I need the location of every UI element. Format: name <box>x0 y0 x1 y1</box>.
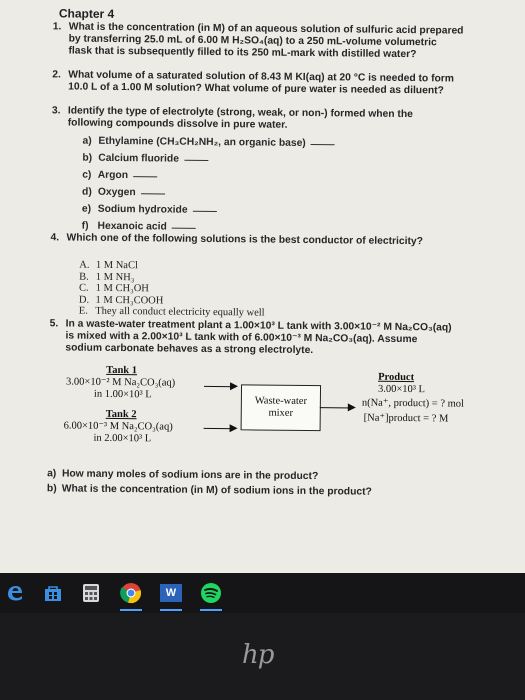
mixing-diagram <box>17 363 516 456</box>
option-text: 1 M NH₃ <box>95 271 135 283</box>
product-moles: n(Na⁺, product) = ? mol <box>361 397 465 410</box>
answer-options <box>19 259 518 322</box>
spotify-icon[interactable] <box>200 582 222 604</box>
item-letter: d) <box>81 186 92 198</box>
option-letter: B. <box>79 271 89 283</box>
tank1-title: Tank 1 <box>106 364 138 376</box>
active-indicator <box>120 609 142 611</box>
item-text: Argon <box>97 169 129 182</box>
option-text: 1 M CH₃COOH <box>95 294 164 306</box>
question-text-line: 10.0 L of a 1.00 M solution? What volume of pure water is needed as diluent? <box>68 81 444 97</box>
option-text: They all conduct electricity equally well <box>95 305 265 319</box>
item-text: Hexanoic acid <box>97 220 167 233</box>
question-number: 2. <box>52 69 61 81</box>
item-letter: e) <box>81 203 92 215</box>
question-text-line: flask that is subsequently filled to its 250 mL-mark with distilled water? <box>68 45 417 61</box>
tank2-title: Tank 2 <box>105 408 137 420</box>
item-text: Oxygen <box>97 186 136 199</box>
question-text-line: Which one of the following solutions is the best conductor of electricity? <box>66 232 424 248</box>
word-icon[interactable] <box>160 582 182 604</box>
tank1-arrow <box>204 385 236 387</box>
active-indicator <box>160 609 182 611</box>
question-text-line: by transferring 25.0 mL of 6.00 M H₂SO₄(aq) to a 250 mL-volume volumetric <box>68 33 437 49</box>
tank2-concentration: 6.00×10⁻³ M Na₂CO₃(aq) <box>63 419 173 433</box>
question-text-line: Identify the type of electrolyte (strong, weak, or non-) formed when the <box>67 105 413 121</box>
electrolyte-list <box>67 134 519 241</box>
item-letter: a) <box>82 135 92 147</box>
part-letter: a) <box>47 467 57 479</box>
product-volume: 3.00×10³ L <box>377 383 426 395</box>
question-text-line: What is the concentration (in M) of an aqueous solution of sulfuric acid prepared <box>68 21 464 37</box>
question-text-line: sodium carbonate behaves as a strong electrolyte. <box>65 341 314 356</box>
part-text: What is the concentration (in M) of sodium ions in the product? <box>61 482 372 498</box>
word-letter: W <box>160 584 182 602</box>
chrome-icon[interactable] <box>120 582 142 604</box>
answer-blank <box>141 192 165 194</box>
waste-water-mixer-box <box>241 384 321 431</box>
question-text-line: following compounds dissolve in pure water. <box>67 117 288 131</box>
active-indicator <box>200 609 222 611</box>
part-text: How many moles of sodium ions are in the product? <box>61 467 319 482</box>
option-letter: C. <box>78 282 89 294</box>
question-2 <box>21 69 519 98</box>
item-text: Ethylamine (CH₃CH₂NH₂, an organic base) <box>98 135 306 149</box>
chapter-title: Chapter 4 <box>58 6 115 21</box>
item-text: Calcium fluoride <box>98 152 180 165</box>
product-concentration: [Na⁺]product = ? M <box>363 412 449 424</box>
question-number: 1. <box>52 21 62 33</box>
mixer-label-line: Waste-water <box>254 394 308 407</box>
product-title: Product <box>378 371 415 383</box>
answer-blank <box>193 210 217 212</box>
option-text: 1 M NaCl <box>95 259 138 272</box>
question-number: 3. <box>51 105 61 117</box>
mixer-label-line: mixer <box>268 407 294 419</box>
edge-icon[interactable] <box>4 582 26 604</box>
answer-blank <box>184 159 208 161</box>
item-letter: b) <box>82 152 93 164</box>
product-arrow <box>320 407 354 409</box>
question-number: 5. <box>49 317 59 329</box>
question-text-line: In a waste-water treatment plant a 1.00×10³ L tank with 3.00×10⁻² M Na₂CO₃(aq) <box>65 317 452 334</box>
item-text: Sodium hydroxide <box>97 203 188 216</box>
option-text: 1 M CH₃OH <box>95 282 149 295</box>
item-letter: c) <box>82 169 92 181</box>
question-5-parts <box>17 467 515 502</box>
worksheet <box>17 6 520 503</box>
question-1 <box>21 21 519 62</box>
store-icon[interactable] <box>42 582 64 604</box>
question-text-line: is mixed with a 2.00×10³ L tank with of 6.00×10⁻³ M Na₂CO₃(aq). Assume <box>65 329 418 345</box>
item-letter: f) <box>81 220 89 232</box>
question-3 <box>20 105 519 241</box>
answer-blank <box>133 175 157 177</box>
question-5 <box>18 317 516 358</box>
option-letter: D. <box>78 294 90 306</box>
tank2-arrow <box>204 427 236 429</box>
calculator-icon[interactable] <box>80 582 102 604</box>
part-letter: b) <box>46 482 57 494</box>
tank1-volume: in 1.00×10³ L <box>93 388 152 400</box>
question-number: 4. <box>50 232 60 244</box>
question-text-line: What volume of a saturated solution of 8.43 M KI(aq) at 20 °C is needed to form <box>68 69 455 85</box>
option-letter: A. <box>79 259 90 271</box>
taskbar <box>0 573 525 613</box>
answer-blank <box>172 227 196 229</box>
answer-blank <box>311 143 335 145</box>
hp-logo: hp <box>242 640 274 670</box>
option-letter: E. <box>78 305 88 317</box>
tank2-volume: in 2.00×10³ L <box>93 432 152 444</box>
tank1-concentration: 3.00×10⁻² M Na₂CO₃(aq) <box>66 375 176 389</box>
